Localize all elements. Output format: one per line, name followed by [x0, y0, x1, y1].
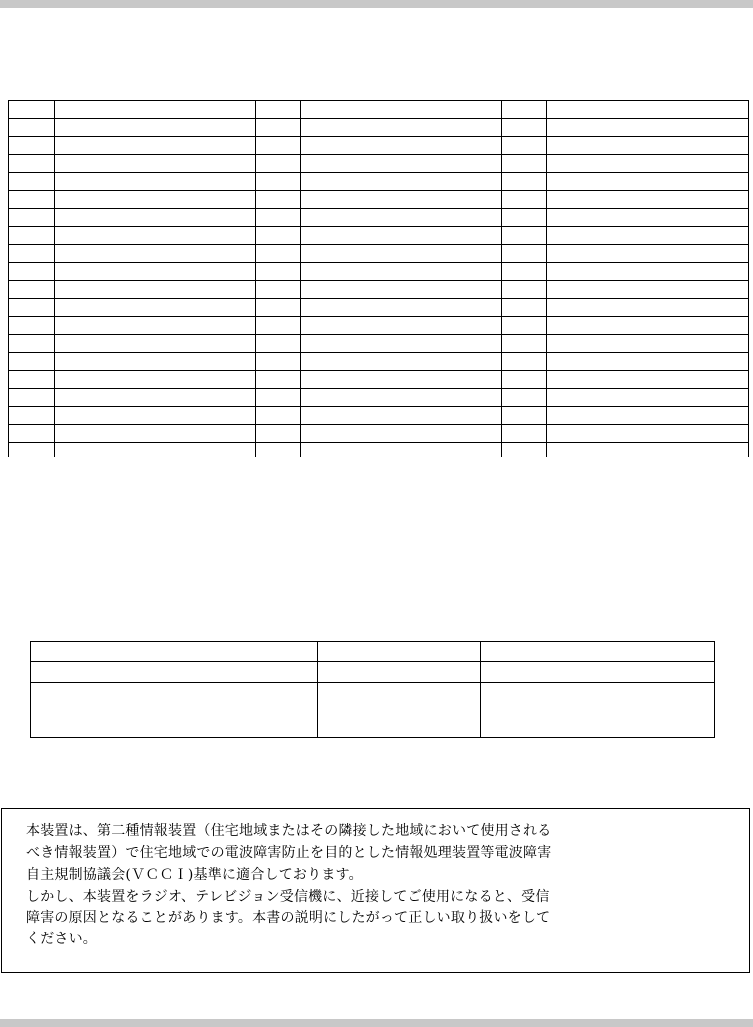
table-cell	[256, 425, 301, 443]
table-cell	[502, 209, 547, 227]
table-cell	[55, 425, 256, 443]
table-cell	[502, 353, 547, 371]
grid-table	[8, 100, 749, 457]
table-cell	[547, 191, 749, 209]
table-cell	[301, 173, 502, 191]
table-cell	[55, 137, 256, 155]
table-cell	[547, 281, 749, 299]
table-cell	[301, 263, 502, 281]
table-cell	[256, 317, 301, 335]
table-cell	[9, 425, 55, 443]
table-cell	[9, 317, 55, 335]
table-cell	[55, 101, 256, 119]
table-cell	[256, 227, 301, 245]
table-cell	[547, 173, 749, 191]
table-cell	[9, 443, 55, 458]
table-cell	[502, 191, 547, 209]
table-cell	[9, 389, 55, 407]
table-cell	[55, 335, 256, 353]
table-cell	[547, 371, 749, 389]
table-row	[9, 407, 749, 425]
table-cell	[301, 119, 502, 137]
table-cell	[301, 443, 502, 458]
table-cell	[256, 101, 301, 119]
table-cell	[256, 443, 301, 458]
table-cell	[502, 245, 547, 263]
notice-line-3: 自主規制協議会(ＶＣＣＩ)基準に適合しております。	[26, 867, 363, 883]
table-row	[31, 662, 715, 683]
table-cell	[547, 407, 749, 425]
table-row	[9, 173, 749, 191]
table-cell	[301, 335, 502, 353]
table-cell	[9, 407, 55, 425]
table-row	[9, 425, 749, 443]
table-cell	[9, 101, 55, 119]
table-cell	[9, 173, 55, 191]
table-cell	[301, 191, 502, 209]
table-cell	[301, 425, 502, 443]
table-cell	[301, 245, 502, 263]
table-cell	[481, 642, 715, 662]
table-cell	[256, 335, 301, 353]
table-cell	[301, 137, 502, 155]
table-row	[9, 353, 749, 371]
table-cell	[547, 317, 749, 335]
table-cell	[547, 155, 749, 173]
table-cell	[256, 119, 301, 137]
table-cell	[256, 389, 301, 407]
table-row	[9, 389, 749, 407]
table-cell	[9, 227, 55, 245]
table-cell	[55, 119, 256, 137]
table-cell	[9, 155, 55, 173]
table-cell	[55, 317, 256, 335]
table-cell	[301, 407, 502, 425]
table-cell	[547, 209, 749, 227]
table-cell	[9, 245, 55, 263]
table-cell	[301, 101, 502, 119]
table-cell	[9, 335, 55, 353]
top-rule	[0, 0, 753, 8]
table-cell	[55, 227, 256, 245]
table-cell	[55, 281, 256, 299]
table-row	[9, 263, 749, 281]
table-cell	[502, 299, 547, 317]
table-cell	[9, 281, 55, 299]
table-cell	[9, 263, 55, 281]
vcci-notice-box	[1, 808, 750, 973]
table-cell	[55, 407, 256, 425]
table-cell	[318, 642, 481, 662]
table-cell	[502, 137, 547, 155]
table-cell	[301, 317, 502, 335]
table-cell	[547, 101, 749, 119]
table-cell	[9, 299, 55, 317]
table-cell	[55, 353, 256, 371]
table-cell	[547, 299, 749, 317]
table-cell	[256, 281, 301, 299]
table-cell	[9, 209, 55, 227]
table-cell	[502, 281, 547, 299]
table-row	[9, 191, 749, 209]
table-cell	[256, 263, 301, 281]
table-cell	[256, 137, 301, 155]
table-cell	[547, 353, 749, 371]
table-cell	[547, 137, 749, 155]
table-cell	[55, 209, 256, 227]
table-row	[9, 101, 749, 119]
table-cell	[31, 662, 318, 683]
table-cell	[256, 407, 301, 425]
table-cell	[9, 137, 55, 155]
table-cell	[481, 683, 715, 738]
table-cell	[301, 155, 502, 173]
table-cell	[502, 371, 547, 389]
table-cell	[502, 173, 547, 191]
table-cell	[481, 662, 715, 683]
table-cell	[502, 443, 547, 458]
notice-line-1: 本装置は、第二種情報装置（住宅地域またはその隣接した地域において使用される	[26, 823, 552, 839]
table-cell	[256, 245, 301, 263]
notice-line-6: ください。	[26, 931, 97, 947]
table-row	[9, 209, 749, 227]
table-row	[31, 683, 715, 738]
table-cell	[502, 263, 547, 281]
table-cell	[301, 389, 502, 407]
table-cell	[301, 209, 502, 227]
notice-line-4: しかし、本装置をラジオ、テレビジョン受信機に、近接してご使用になると、受信	[26, 889, 550, 905]
table-row	[9, 371, 749, 389]
table-cell	[256, 191, 301, 209]
table-cell	[9, 353, 55, 371]
table-row	[31, 642, 715, 662]
table-row	[9, 227, 749, 245]
table-cell	[55, 443, 256, 458]
table-row	[9, 443, 749, 458]
table-cell	[502, 317, 547, 335]
table-cell	[256, 155, 301, 173]
table-cell	[502, 407, 547, 425]
table-cell	[256, 371, 301, 389]
table-cell	[318, 683, 481, 738]
table-cell	[301, 353, 502, 371]
table-cell	[502, 389, 547, 407]
table-cell	[55, 245, 256, 263]
table-cell	[9, 119, 55, 137]
table-cell	[55, 155, 256, 173]
table-cell	[547, 263, 749, 281]
table-row	[9, 137, 749, 155]
table-cell	[547, 335, 749, 353]
table-cell	[256, 173, 301, 191]
table-cell	[502, 335, 547, 353]
table-cell	[256, 209, 301, 227]
table-cell	[31, 683, 318, 738]
table-row	[9, 119, 749, 137]
table-cell	[547, 425, 749, 443]
notice-line-2: べき情報装置）で住宅地域での電波障害防止を目的とした情報処理装置等電波障害	[26, 845, 552, 861]
table-cell	[502, 425, 547, 443]
table-cell	[301, 299, 502, 317]
table-cell	[301, 227, 502, 245]
table-row	[9, 317, 749, 335]
table-row	[9, 155, 749, 173]
table-cell	[31, 642, 318, 662]
table-cell	[256, 353, 301, 371]
table-cell	[55, 173, 256, 191]
table-cell	[256, 299, 301, 317]
table-cell	[55, 299, 256, 317]
table-cell	[547, 389, 749, 407]
notice-line-5: 障害の原因となることがあります。本書の説明にしたがって正しい取り扱いをして	[26, 910, 551, 926]
table-cell	[502, 101, 547, 119]
table-cell	[9, 371, 55, 389]
table-cell	[55, 191, 256, 209]
table-cell	[301, 281, 502, 299]
table-cell	[502, 155, 547, 173]
table-cell	[55, 263, 256, 281]
table-row	[9, 299, 749, 317]
bottom-rule	[0, 1019, 753, 1027]
table-cell	[9, 191, 55, 209]
table-cell	[547, 119, 749, 137]
table-row	[9, 335, 749, 353]
table-cell	[547, 227, 749, 245]
spec-table	[30, 641, 715, 738]
table-cell	[547, 443, 749, 458]
table-cell	[55, 371, 256, 389]
table-row	[9, 281, 749, 299]
table-cell	[55, 389, 256, 407]
table-cell	[301, 371, 502, 389]
table-row	[9, 245, 749, 263]
table-cell	[318, 662, 481, 683]
table-cell	[502, 227, 547, 245]
table-cell	[547, 245, 749, 263]
table-cell	[502, 119, 547, 137]
